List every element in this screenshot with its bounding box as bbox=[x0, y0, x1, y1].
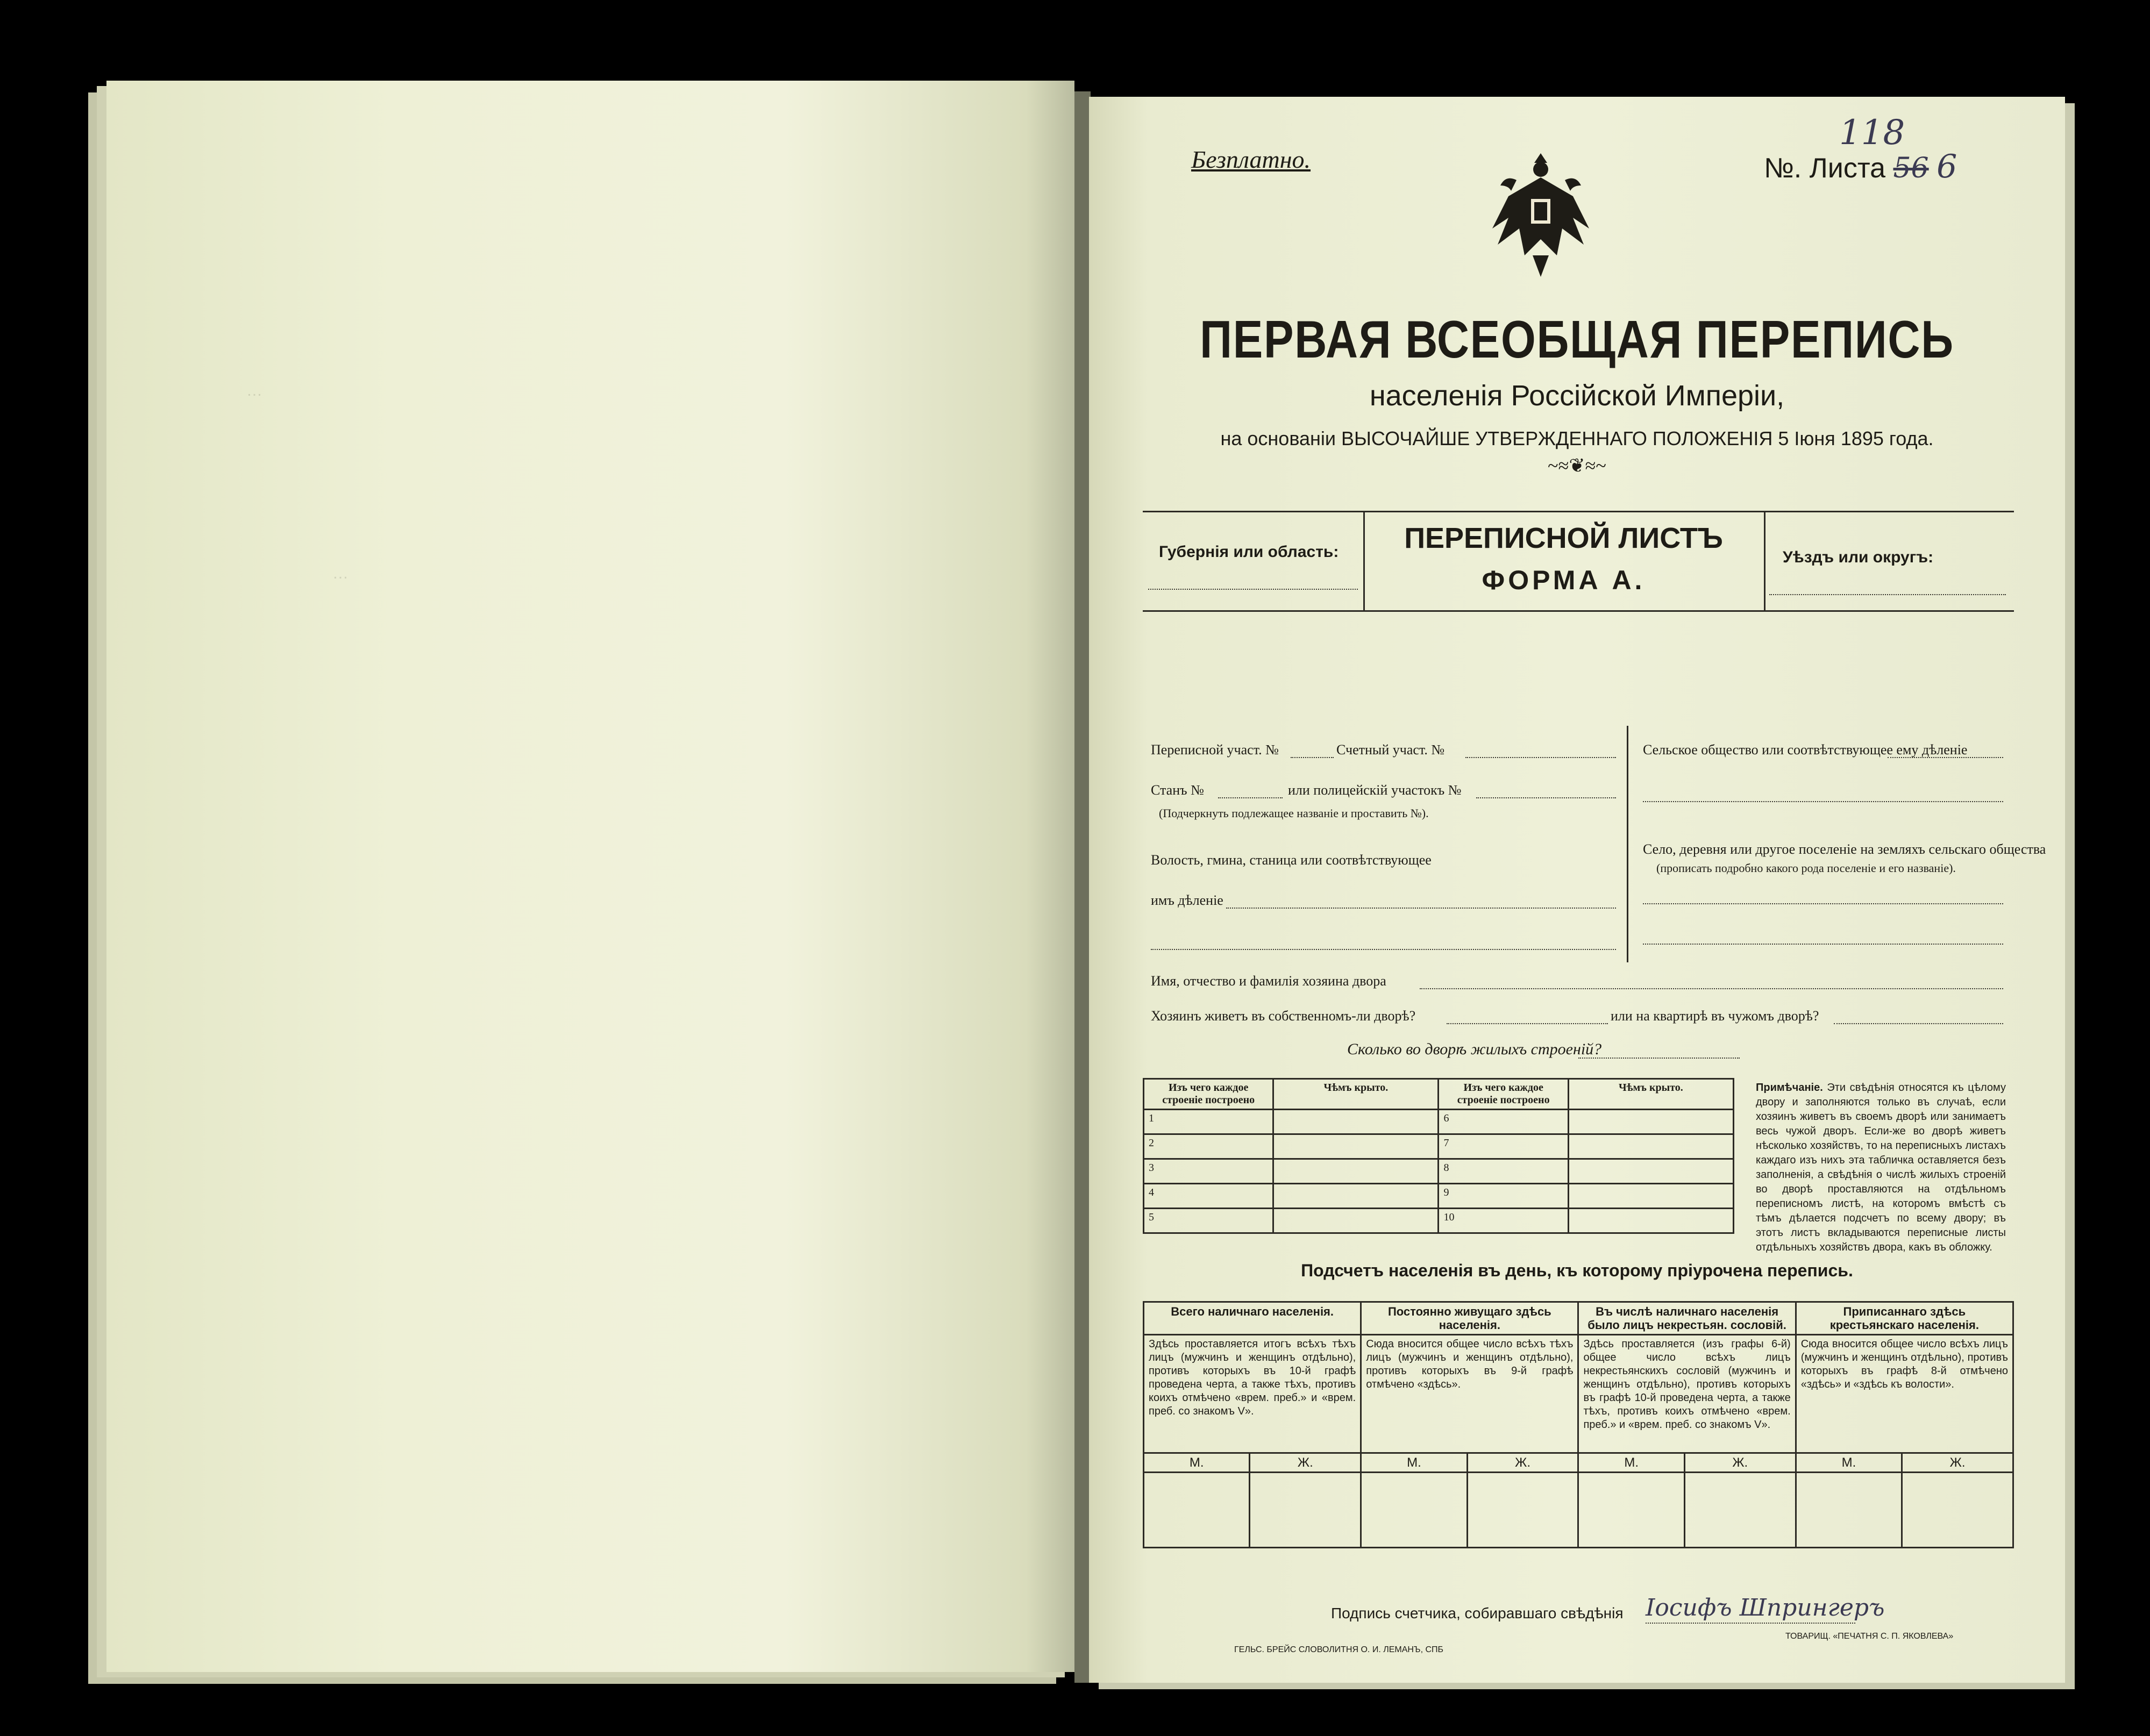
tally-col-desc: Здѣсь проставляется итогъ всѣхъ тѣхъ лицъ (мужчинъ и женщинъ отдѣльно), противъ которыхъ въ 10-й графѣ проведена черта, а также тѣхъ, противъ коихъ отмѣчено «врем. преб.» и «врем. преб. со знакомъ V». bbox=[1144, 1335, 1361, 1453]
female-header: Ж. bbox=[1250, 1453, 1361, 1473]
buildings-question: Сколько во дворѣ жилыхъ строеній? bbox=[1347, 1040, 1602, 1058]
tally-col-head: Въ числѣ наличнаго населенія было лицъ некрестьян. сословій. bbox=[1578, 1302, 1796, 1335]
signature-handwritten: Іосифъ Шпрингеръ bbox=[1646, 1594, 1885, 1621]
imperial-eagle-emblem bbox=[1487, 148, 1594, 288]
police-district-label: или полицейскій участокъ № bbox=[1288, 782, 1462, 798]
signature-label: Подпись счетчика, собиравшаго свѣдѣнія bbox=[1331, 1605, 1624, 1621]
guberniya-label: Губернія или область: bbox=[1159, 543, 1339, 561]
ornament: ~≈❦≈~ bbox=[1548, 455, 1606, 476]
printer-right: ТОВАРИЩ. «ПЕЧАТНЯ С. П. ЯКОВЛЕВА» bbox=[1785, 1632, 1954, 1641]
bleed-through-text: … bbox=[332, 565, 348, 582]
form-subtitle: населенія Россійской Имперіи, bbox=[1369, 380, 1785, 412]
form-title: ПЕРВАЯ ВСЕОБЩАЯ ПЕРЕПИСЬ bbox=[1200, 310, 1954, 369]
row-number: 9 bbox=[1439, 1184, 1568, 1209]
left-page bbox=[106, 81, 1074, 1672]
sheet-number-label: №. Листа bbox=[1764, 153, 1886, 184]
female-header: Ж. bbox=[1902, 1453, 2013, 1473]
row-number: 4 bbox=[1144, 1184, 1273, 1209]
printer-left: ГЕЛЬС. БРЕЙС СЛОВОЛИТНЯ О. И. ЛЕМАНЪ, СПБ bbox=[1234, 1645, 1444, 1654]
tally-col-head: Постоянно живущаго здѣсь населенія. bbox=[1361, 1302, 1578, 1335]
sheet-number-value: 6 bbox=[1937, 148, 1957, 185]
rural-society-label: Сельское общество или соотвѣтствующее ему дѣленіе bbox=[1643, 742, 1968, 758]
volost-label-continued: имъ дѣленіе bbox=[1151, 892, 1223, 908]
volost-label: Волость, гмина, станица или соотвѣтствующее bbox=[1151, 852, 1432, 868]
village-label: Село, деревня или другое поселеніе на земляхъ сельскаго общества bbox=[1643, 841, 2046, 857]
tally-col-head: Приписаннаго здѣсь крестьянскаго населенія. bbox=[1796, 1302, 2013, 1335]
tally-col-desc: Здѣсь проставляется (изъ графы 6-й) общее число всѣхъ лицъ некрестьянскихъ сословій (мужчинъ и женщинъ отдѣльно), противъ которыхъ въ графѣ 10-й проведена черта, а также тѣхъ, противъ коихъ отмѣчено «врем. преб.» и «врем. преб. со знакомъ V». bbox=[1578, 1335, 1796, 1453]
male-header: М. bbox=[1361, 1453, 1467, 1473]
owner-lives-label: Хозяинъ живетъ въ собственномъ-ли дворѣ? bbox=[1151, 1008, 1416, 1024]
material-header: Изъ чего каждое строеніе построено bbox=[1144, 1079, 1273, 1110]
apartment-label: или на квартирѣ въ чужомъ дворѣ? bbox=[1611, 1008, 1819, 1024]
material-header: Изъ чего каждое строеніе построено bbox=[1439, 1079, 1568, 1110]
census-district-label: Переписной участ. № bbox=[1151, 742, 1279, 758]
row-number: 3 bbox=[1144, 1159, 1273, 1184]
stan-label: Станъ № bbox=[1151, 782, 1204, 798]
tally-cell bbox=[1902, 1473, 2013, 1548]
row-number: 1 bbox=[1144, 1110, 1273, 1134]
note-block bbox=[1756, 1081, 2006, 1255]
form-letter: ФОРМА А. bbox=[1482, 565, 1646, 595]
tally-cell bbox=[1250, 1473, 1361, 1548]
male-header: М. bbox=[1144, 1453, 1250, 1473]
free-label: Безплатно. bbox=[1191, 146, 1311, 173]
row-number: 8 bbox=[1439, 1159, 1568, 1184]
census-form-page bbox=[1089, 97, 2065, 1683]
female-header: Ж. bbox=[1684, 1453, 1796, 1473]
male-header: М. bbox=[1796, 1453, 1902, 1473]
book-spine bbox=[1074, 91, 1091, 1683]
bleed-through-text: … bbox=[246, 382, 262, 399]
uezd-label: Уѣздъ или округъ: bbox=[1783, 548, 1934, 566]
owner-name-label: Имя, отчество и фамилія хозяина двора bbox=[1151, 973, 1386, 989]
male-header: М. bbox=[1578, 1453, 1684, 1473]
sheet-number-handwritten: 118 bbox=[1839, 113, 1905, 153]
tally-cell bbox=[1578, 1473, 1684, 1548]
tally-cell bbox=[1467, 1473, 1578, 1548]
tally-cell bbox=[1144, 1473, 1250, 1548]
female-header: Ж. bbox=[1467, 1453, 1578, 1473]
underline-note: (Подчеркнуть подлежащее названіе и проставить №). bbox=[1159, 806, 1429, 820]
tally-col-desc: Сюда вносится общее число всѣхъ лицъ (мужчинъ и женщинъ отдѣльно), противъ которыхъ въ графѣ 8-й отмѣчено «здѣсь» и «здѣсь къ волости». bbox=[1796, 1335, 2013, 1453]
buildings-table bbox=[1143, 1078, 1734, 1234]
sheet-number bbox=[1764, 148, 1957, 185]
sheet-number-struck: 56 bbox=[1893, 152, 1929, 184]
village-note: (прописать подробно какого рода поселеніе и его названіе). bbox=[1656, 861, 1956, 875]
row-number: 10 bbox=[1439, 1209, 1568, 1233]
row-number: 7 bbox=[1439, 1134, 1568, 1159]
note-text: Эти свѣдѣнія относятся къ цѣлому двору и заполняются только въ случаѣ, если хозяинъ живетъ въ своемъ дворѣ или занимаетъ весь чужой дворъ. Если-же во дворѣ живетъ нѣсколько хозяйствъ, то на переписныхъ листахъ каждаго изъ нихъ эта табличка оставляется безъ заполненія, а свѣдѣнія о числѣ жилыхъ строеній во дворѣ проставляются на отдѣльномъ переписномъ листѣ, на которомъ вмѣстѣ съ тѣмъ дѣлается подсчетъ по всему двору; въ этотъ листъ вкладываются переписные листы отдѣльныхъ хозяйствъ двора, какъ въ обложку. bbox=[1756, 1082, 2006, 1253]
count-district-label: Счетный участ. № bbox=[1336, 742, 1445, 758]
legal-basis: на основаніи ВЫСОЧАЙШЕ УТВЕРЖДЕННАГО ПОЛОЖЕНІЯ 5 Іюня 1895 года. bbox=[1220, 427, 1934, 449]
tally-col-desc: Сюда вносится общее число всѣхъ тѣхъ лицъ (мужчинъ и женщинъ отдѣльно), противъ которыхъ въ 9-й графѣ отмѣчено «здѣсь». bbox=[1361, 1335, 1578, 1453]
tally-cell bbox=[1796, 1473, 1902, 1548]
roof-header: Чѣмъ крыто. bbox=[1568, 1079, 1733, 1110]
tally-col-head: Всего наличнаго населенія. bbox=[1144, 1302, 1361, 1335]
tally-cell bbox=[1361, 1473, 1467, 1548]
row-number: 6 bbox=[1439, 1110, 1568, 1134]
tally-cell bbox=[1684, 1473, 1796, 1548]
note-title: Примѣчаніе. bbox=[1756, 1082, 1823, 1094]
roof-header: Чѣмъ крыто. bbox=[1273, 1079, 1439, 1110]
form-name: ПЕРЕПИСНОЙ ЛИСТЪ bbox=[1404, 522, 1723, 554]
tally-title: Подсчетъ населенія въ день, къ которому пріурочена перепись. bbox=[1301, 1261, 1853, 1280]
row-number: 2 bbox=[1144, 1134, 1273, 1159]
tally-table bbox=[1143, 1301, 2014, 1548]
row-number: 5 bbox=[1144, 1209, 1273, 1233]
